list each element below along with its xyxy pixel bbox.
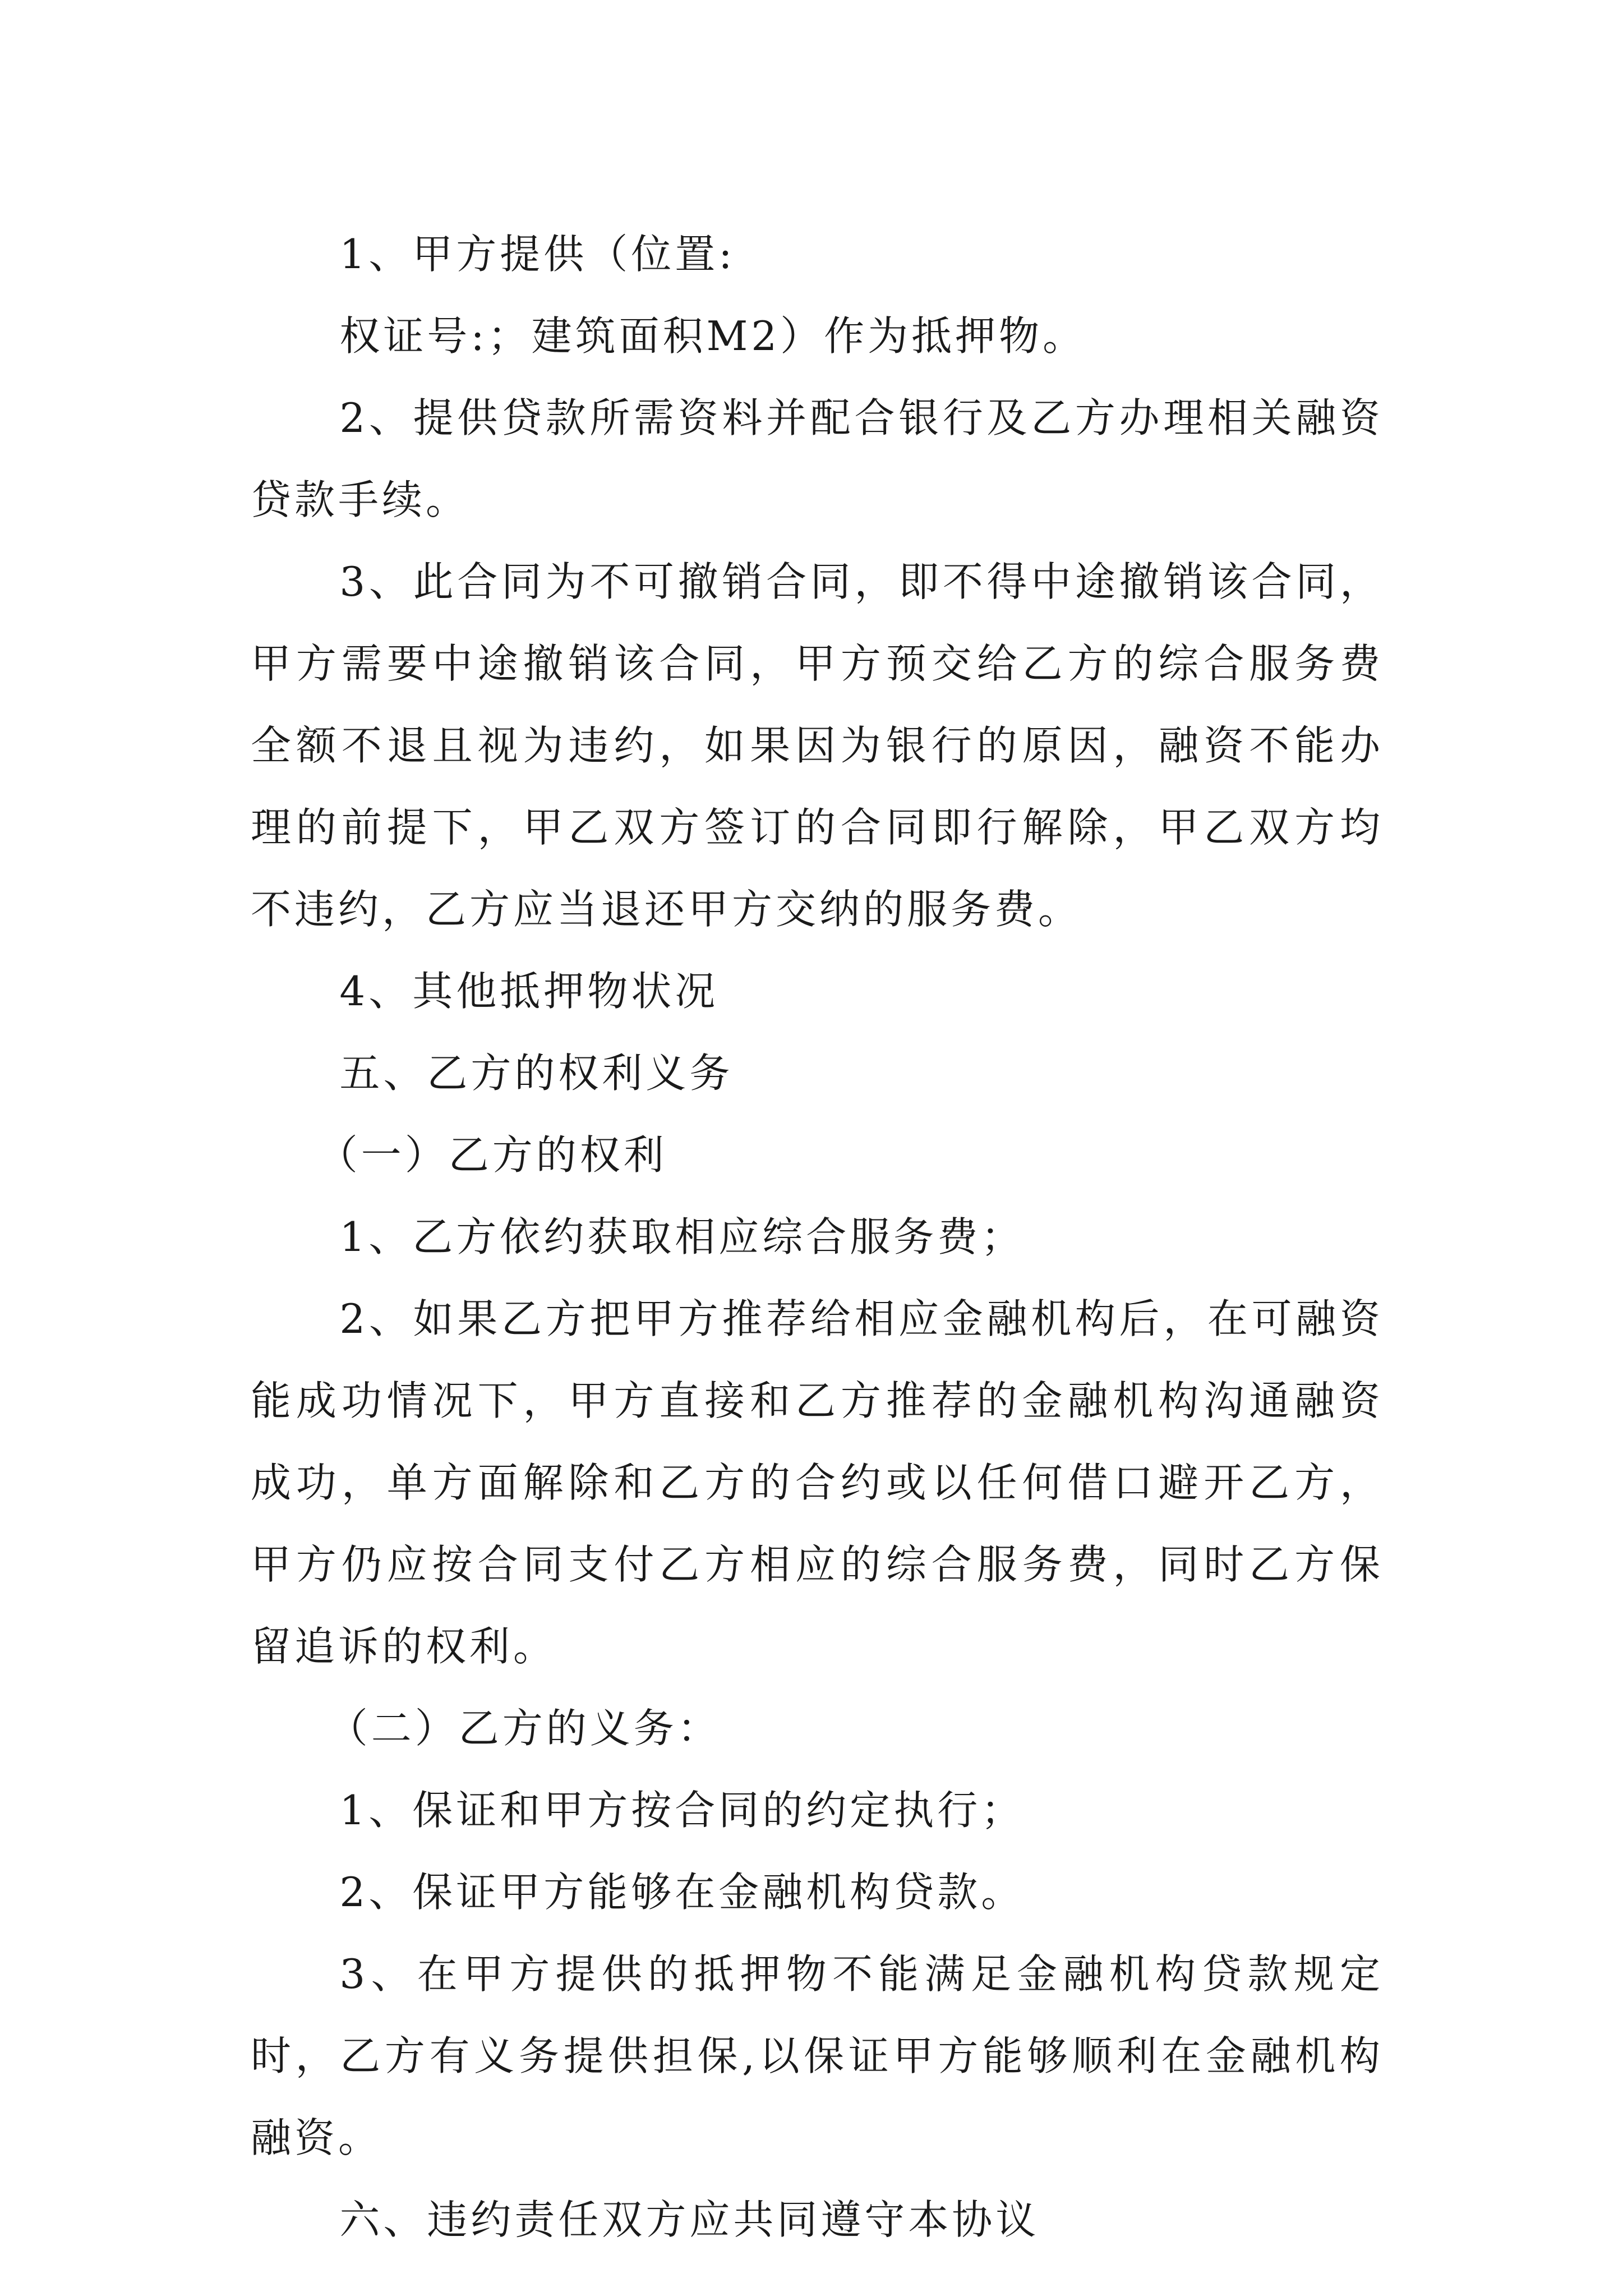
paragraph-obligation-guarantee: 3、在甲方提供的抵押物不能满足金融机构贷款规定时，乙方有义务提供担保,以保证甲方能够顺利在金融机构融资。 [251, 1950, 1384, 2161]
section-heading-party-b-rights-obligations: 五、乙方的权利义务 [339, 1050, 734, 1097]
paragraph-service-fee: 1、乙方依约获取相应综合服务费； [339, 1213, 1025, 1260]
document-body [251, 213, 1384, 2261]
paragraph-certificate-number: 权证号:；建筑面积M2）作为抵押物。 [339, 312, 1087, 360]
paragraph-irrevocable-contract: 3、此合同为不可撤销合同，即不得中途撤销该合同，甲方需要中途撤销该合同，甲方预交给乙方的综合服务费全额不退且视为违约，如果因为银行的原因，融资不能办理的前提下，甲乙双方签订的合同即行解除，甲乙双方均不违约，乙方应当退还甲方交纳的服务费。 [251, 558, 1384, 933]
subsection-heading-party-b-obligations: （二）乙方的义务： [327, 1705, 721, 1752]
section-heading-liability: 六、违约责任双方应共同遵守本协议 [339, 2196, 1040, 2243]
paragraph-loan-documents: 2、提供贷款所需资料并配合银行及乙方办理相关融资贷款手续。 [251, 394, 1384, 523]
subsection-heading-party-b-rights: （一）乙方的权利 [317, 1131, 667, 1179]
paragraph-other-collateral: 4、其他抵押物状况 [339, 968, 719, 1015]
paragraph-obligation-loan: 2、保证甲方能够在金融机构贷款。 [339, 1869, 1025, 1916]
paragraph-obligation-execute: 1、保证和甲方按合同的约定执行； [339, 1787, 1025, 1834]
paragraph-provide-collateral: 1、甲方提供（位置: [339, 231, 736, 278]
paragraph-referral-protection: 2、如果乙方把甲方推荐给相应金融机构后，在可融资能成功情况下，甲方直接和乙方推荐的金融机构沟通融资成功，单方面解除和乙方的合约或以任何借口避开乙方，甲方仍应按合同支付乙方相应的综合服务费，同时乙方保留追诉的权利。 [251, 1295, 1384, 1670]
